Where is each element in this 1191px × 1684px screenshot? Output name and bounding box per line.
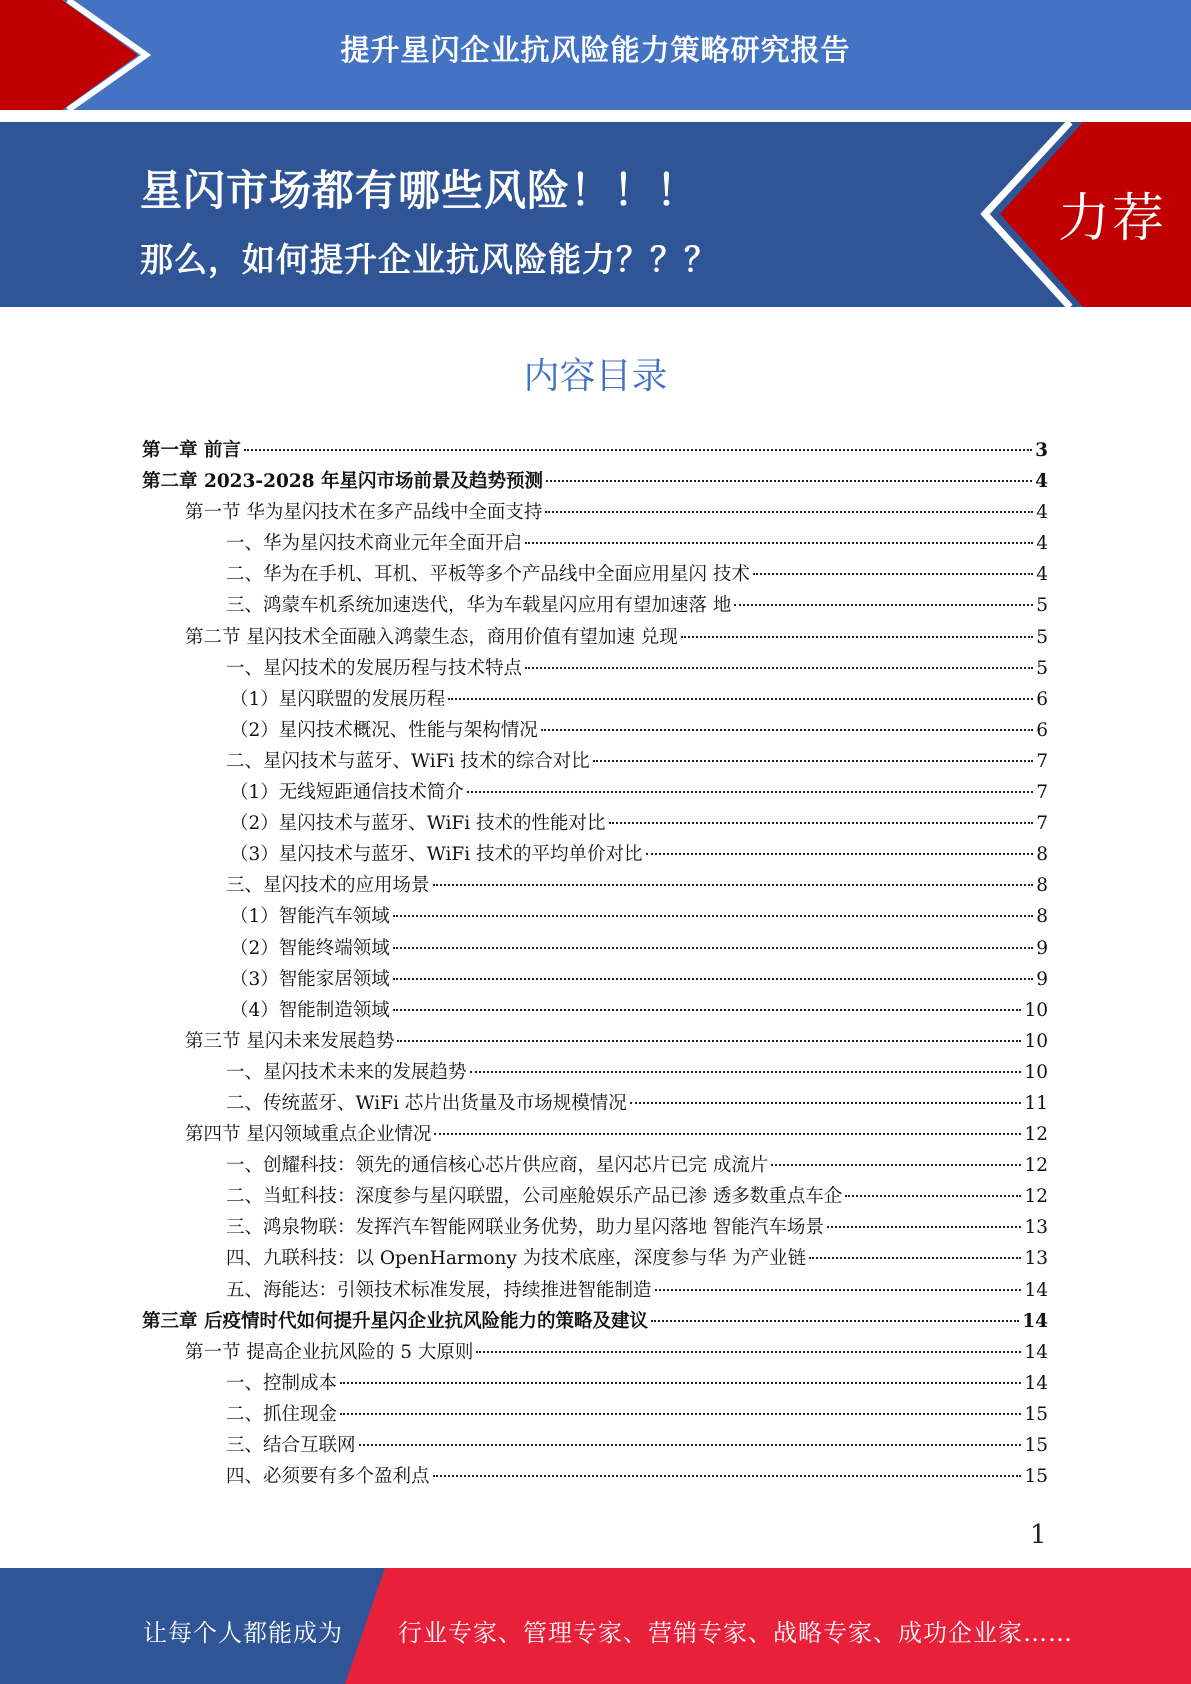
toc-entry[interactable]	[142, 934, 1048, 965]
toc-leader-dots	[393, 915, 1033, 917]
toc-leader-dots	[545, 511, 1033, 513]
toc-entry-title: （2）星闪技术概况、性能与架构情况	[230, 719, 538, 741]
toc-entry[interactable]	[142, 1431, 1048, 1462]
toc-entry[interactable]	[142, 809, 1048, 840]
footer-slogan-right: 行业专家、管理专家、营销专家、战略专家、成功企业家……	[398, 1619, 1073, 1647]
toc-entry[interactable]	[142, 1276, 1048, 1307]
toc-entry-page: 10	[1024, 1061, 1048, 1083]
toc-entry[interactable]	[142, 871, 1048, 902]
toc-entry[interactable]	[142, 1307, 1048, 1338]
toc-leader-dots	[340, 1382, 1021, 1384]
toc-entry-page: 6	[1036, 719, 1048, 741]
toc-leader-dots	[393, 1009, 1022, 1011]
toc-entry[interactable]	[142, 560, 1048, 591]
toc-entry-page: 5	[1036, 595, 1048, 617]
toc-leader-dots	[433, 1475, 1022, 1477]
toc-leader-dots	[593, 760, 1033, 762]
toc-leader-dots	[397, 1040, 1021, 1042]
toc-title: 内容目录	[523, 356, 668, 397]
toc-entry-page: 15	[1024, 1403, 1048, 1425]
toc-entry-page: 8	[1036, 875, 1048, 897]
toc-entry-page: 5	[1036, 657, 1048, 679]
toc-entry-title: 第一节 华为星闪技术在多产品线中全面支持	[185, 502, 543, 524]
toc-entry-title: （2）智能终端领域	[230, 937, 390, 959]
toc-leader-dots	[630, 1102, 1022, 1104]
toc-entry[interactable]	[142, 654, 1048, 685]
toc-entry-title: 四、必须要有多个盈利点	[226, 1466, 430, 1488]
toc-entry-page: 9	[1036, 968, 1048, 990]
toc-entry[interactable]	[142, 591, 1048, 622]
toc-entry-page: 4	[1036, 502, 1048, 524]
toc-entry-page: 4	[1035, 471, 1048, 493]
toc-leader-dots	[609, 822, 1034, 824]
toc-entry-page: 13	[1024, 1217, 1048, 1239]
page-number: 1	[1030, 1520, 1047, 1550]
toc-entry-title: （1）星闪联盟的发展历程	[230, 688, 446, 710]
toc-entry[interactable]	[142, 1462, 1048, 1493]
toc-leader-dots	[809, 1257, 1021, 1259]
toc-entry-title: 第二节 星闪技术全面融入鸿蒙生态，商用价值有望加速 兑现	[185, 626, 678, 648]
toc-entry-title: （2）星闪技术与蓝牙、WiFi 技术的性能对比	[230, 813, 606, 835]
toc-leader-dots	[393, 947, 1033, 949]
toc-entry[interactable]	[142, 1369, 1048, 1400]
toc-entry[interactable]	[142, 467, 1048, 498]
toc-leader-dots	[845, 1195, 1021, 1197]
toc-entry-title: （3）智能家居领域	[230, 968, 390, 990]
toc-leader-dots	[546, 480, 1032, 482]
toc-entry[interactable]	[142, 436, 1048, 467]
toc-entry[interactable]	[142, 1400, 1048, 1431]
toc-leader-dots	[655, 1289, 1022, 1291]
toc-entry-page: 7	[1036, 782, 1048, 804]
toc-entry[interactable]	[142, 529, 1048, 560]
toc-leader-dots	[340, 1413, 1021, 1415]
toc-entry-page: 7	[1036, 813, 1048, 835]
toc-entry[interactable]	[142, 1058, 1048, 1089]
toc-leader-dots	[470, 1071, 1022, 1073]
toc-entry-page: 12	[1024, 1155, 1048, 1177]
toc-entry[interactable]	[142, 1213, 1048, 1244]
toc-entry-title: 二、抓住现金	[226, 1403, 338, 1425]
toc-entry-page: 10	[1024, 999, 1048, 1021]
toc-entry-title: 第一章 前言	[142, 440, 241, 461]
toc-leader-dots	[541, 729, 1033, 731]
toc-entry[interactable]	[142, 1338, 1048, 1369]
banner-headline: 星闪市场都有哪些风险！！！	[140, 166, 700, 215]
toc-list	[142, 436, 1048, 1493]
toc-entry-page: 11	[1024, 1092, 1048, 1114]
toc-entry-page: 15	[1024, 1435, 1048, 1456]
toc-leader-dots	[359, 1444, 1022, 1446]
toc-entry-page: 14	[1024, 1341, 1048, 1363]
toc-entry-page: 4	[1036, 533, 1048, 555]
toc-entry-title: 第一节 提高企业抗风险的 5 大原则	[185, 1341, 474, 1363]
toc-entry-title: （4）智能制造领域	[230, 999, 390, 1021]
toc-entry[interactable]	[142, 965, 1048, 996]
toc-entry-page: 3	[1035, 440, 1048, 461]
toc-entry-page: 5	[1036, 626, 1048, 648]
toc-entry-title: 五、海能达：引领技术标准发展，持续推进智能制造	[226, 1279, 652, 1301]
toc-leader-dots	[734, 604, 1033, 606]
toc-leader-dots	[646, 853, 1034, 855]
toc-leader-dots	[244, 449, 1032, 451]
toc-entry[interactable]	[142, 498, 1048, 529]
toc-entry[interactable]	[142, 685, 1048, 716]
toc-leader-dots	[434, 1133, 1021, 1135]
toc-entry[interactable]	[142, 902, 1048, 933]
toc-leader-dots	[525, 667, 1033, 669]
toc-entry-title: 四、九联科技：以 OpenHarmony 为技术底座，深度参与华 为产业链	[226, 1248, 807, 1270]
toc-entry-page: 14	[1022, 1310, 1048, 1332]
toc-leader-dots	[393, 978, 1033, 980]
toc-entry-page: 8	[1036, 906, 1048, 928]
toc-entry-title: 第二章 2023-2028 年星闪市场前景及趋势预测	[142, 471, 544, 493]
toc-leader-dots	[476, 1351, 1021, 1353]
toc-entry-title: 二、传统蓝牙、WiFi 芯片出货量及市场规模情况	[226, 1092, 627, 1114]
toc-entry[interactable]	[142, 716, 1048, 747]
toc-entry[interactable]	[142, 1089, 1048, 1120]
toc-entry-page: 14	[1024, 1372, 1048, 1394]
toc-leader-dots	[771, 1164, 1021, 1166]
toc-leader-dots	[651, 1320, 1019, 1322]
toc-entry-title: 第三章 后疫情时代如何提升星闪企业抗风险能力的策略及建议	[142, 1310, 648, 1332]
toc-entry-title: 第四节 星闪领域重点企业情况	[185, 1124, 432, 1146]
toc-entry-page: 10	[1024, 1030, 1048, 1052]
toc-entry[interactable]	[142, 623, 1048, 654]
toc-leader-dots	[827, 1226, 1022, 1228]
toc-entry-title: 三、鸿泉物联：发挥汽车智能网联业务优势，助力星闪落地 智能汽车场景	[226, 1217, 824, 1239]
toc-entry-title: 三、星闪技术的应用场景	[226, 875, 430, 897]
toc-entry-title: 一、控制成本	[226, 1372, 338, 1394]
toc-entry[interactable]	[142, 1244, 1048, 1275]
toc-entry-title: 三、鸿蒙车机系统加速迭代，华为车载星闪应用有望加速落 地	[226, 595, 732, 617]
toc-entry-title: 三、结合互联网	[226, 1435, 356, 1456]
toc-leader-dots	[525, 542, 1033, 544]
toc-entry-title: （1）智能汽车领域	[230, 906, 390, 928]
toc-entry[interactable]	[142, 1151, 1048, 1182]
footer-slogan-left: 让每个人都能成为	[143, 1619, 343, 1647]
toc-entry[interactable]	[142, 1027, 1048, 1058]
toc-leader-dots	[448, 698, 1033, 700]
toc-leader-dots	[753, 573, 1033, 575]
toc-entry-title: 一、华为星闪技术商业元年全面开启	[226, 533, 523, 555]
toc-entry-title: 第三节 星闪未来发展趋势	[185, 1030, 395, 1052]
toc-entry-title: （1）无线短距通信技术简介	[230, 782, 464, 804]
toc-entry[interactable]	[142, 996, 1048, 1027]
toc-entry[interactable]	[142, 778, 1048, 809]
toc-entry-page: 15	[1024, 1466, 1048, 1488]
toc-entry-title: （3）星闪技术与蓝牙、WiFi 技术的平均单价对比	[230, 844, 643, 866]
toc-entry-page: 7	[1036, 750, 1048, 772]
toc-entry[interactable]	[142, 1120, 1048, 1151]
toc-entry-title: 一、创耀科技：领先的通信核心芯片供应商，星闪芯片已完 成流片	[226, 1155, 769, 1177]
toc-entry-page: 4	[1036, 564, 1048, 586]
toc-entry-title: 二、华为在手机、耳机、平板等多个产品线中全面应用星闪 技术	[226, 564, 750, 586]
recommend-label: 力荐	[1058, 189, 1167, 249]
toc-entry[interactable]	[142, 747, 1048, 778]
toc-entry[interactable]	[142, 1182, 1048, 1213]
toc-entry-page: 8	[1036, 844, 1048, 866]
toc-entry-page: 14	[1024, 1279, 1048, 1301]
toc-leader-dots	[681, 636, 1033, 638]
toc-entry-page: 13	[1024, 1248, 1048, 1270]
toc-entry-title: 二、当虹科技：深度参与星闪联盟，公司座舱娱乐产品已渗 透多数重点车企	[226, 1186, 843, 1208]
toc-entry-page: 6	[1036, 688, 1048, 710]
toc-leader-dots	[433, 884, 1034, 886]
toc-leader-dots	[467, 791, 1033, 793]
toc-entry-title: 一、星闪技术的发展历程与技术特点	[226, 657, 523, 679]
toc-entry-title: 二、星闪技术与蓝牙、WiFi 技术的综合对比	[226, 750, 590, 772]
toc-entry[interactable]	[142, 840, 1048, 871]
report-title: 提升星闪企业抗风险能力策略研究报告	[340, 33, 851, 67]
toc-entry-page: 12	[1024, 1124, 1048, 1146]
banner-subheadline: 那么，如何提升企业抗风险能力？？？	[140, 240, 718, 279]
toc-entry-title: 一、星闪技术未来的发展趋势	[226, 1061, 467, 1083]
toc-entry-page: 9	[1036, 937, 1048, 959]
toc-entry-page: 12	[1024, 1186, 1048, 1208]
